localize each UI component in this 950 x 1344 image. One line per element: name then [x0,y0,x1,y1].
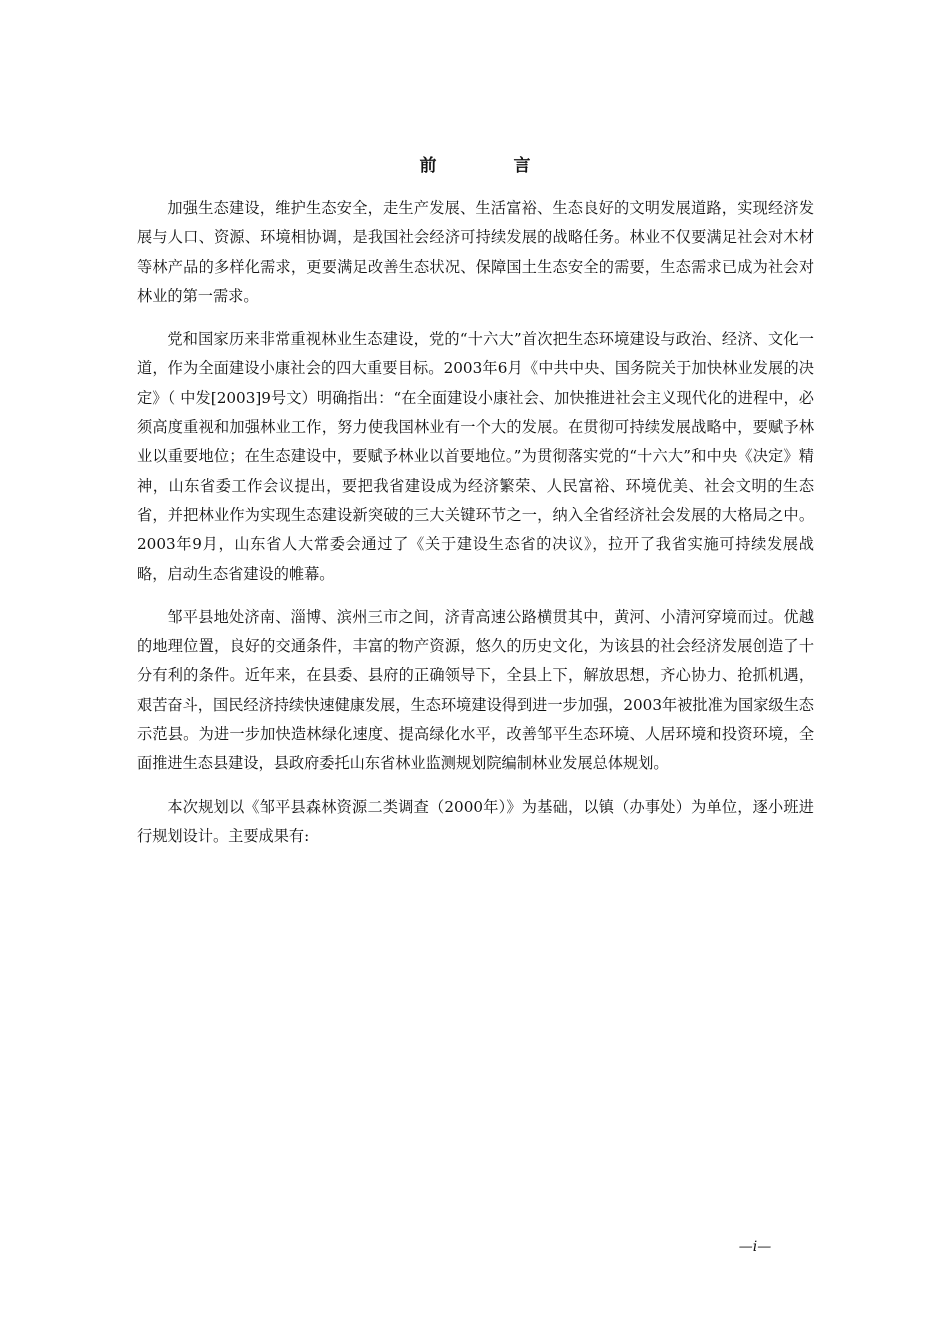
paragraph-planning-basis: 本次规划以《邹平县森林资源二类调查（2000年）》为基础，以镇（办事处）为单位，逐小班进行规划设计。主要成果有: [137,797,814,845]
page-number: —i— [738,1239,772,1255]
paragraph-zouping-county: 邹平县地处济南、淄博、滨州三市之间，济青高速公路横贯其中，黄河、小清河穿境而过。优越的地理位置，良好的交通条件，丰富的物产资源，悠久的历史文化，为该县的社会经济发展创造了十分有利的条件。近年来，在县委、县府的正确领导下，全县上下，解放思想，齐心协力、抢抓机遇，艰苦奋斗，国民经济持续快速健康发展，生态环境建设得到进一步加强，2003年被批准为国家级生态示范县。为进一步加快造林绿化速度、提高绿化水平，改善邹平生态环境、人居环境和投资环境，全面推进生态县建设，县政府委托山东省林业监测规划院编制林业发展总体规划。 [137,607,814,773]
paragraph-ecology-construction: 加强生态建设，维护生态安全，走生产发展、生活富裕、生态良好的文明发展道路，实现经济发展与人口、资源、环境相协调，是我国社会经济可持续发展的战略任务。林业不仅要满足社会对木材等林产品的多样化需求，更要满足改善生态状况、保障国土生态安全的需要，生态需求已成为社会对林业的第一需求。 [137,199,814,305]
page-title: 前 言 [419,156,561,176]
document-body [137,194,814,851]
paragraph-national-policy: 党和国家历来非常重视林业生态建设，党的“十六大”首次把生态环境建设与政治、经济、文化一道，作为全面建设小康社会的四大重要目标。2003年6月《中共中央、国务院关于加快林业发展的决定》（ 中发[2003]9号文）明确指出：“在全面建设小康社会、加快推进社会主义现代化的进程中，必须高度重视和加强林业工作，努力使我国林业有一个大的发展。在贯彻可持续发展战略中，要赋予林业以重要地位；在生态建设中，要赋予林业以首要地位。”为贯彻落实党的“十六大”和中央《决定》精神，山东省委工作会议提出，要把我省建设成为经济繁荣、人民富裕、环境优美、社会文明的生态省，并把林业作为实现生态建设新突破的三大关键环节之一，纳入全省经济社会发展的大格局之中。2003年9月，山东省人大常委会通过了《关于建设生态省的决议》，拉开了我省实施可持续发展战略，启动生态省建设的帷幕。 [137,330,814,583]
